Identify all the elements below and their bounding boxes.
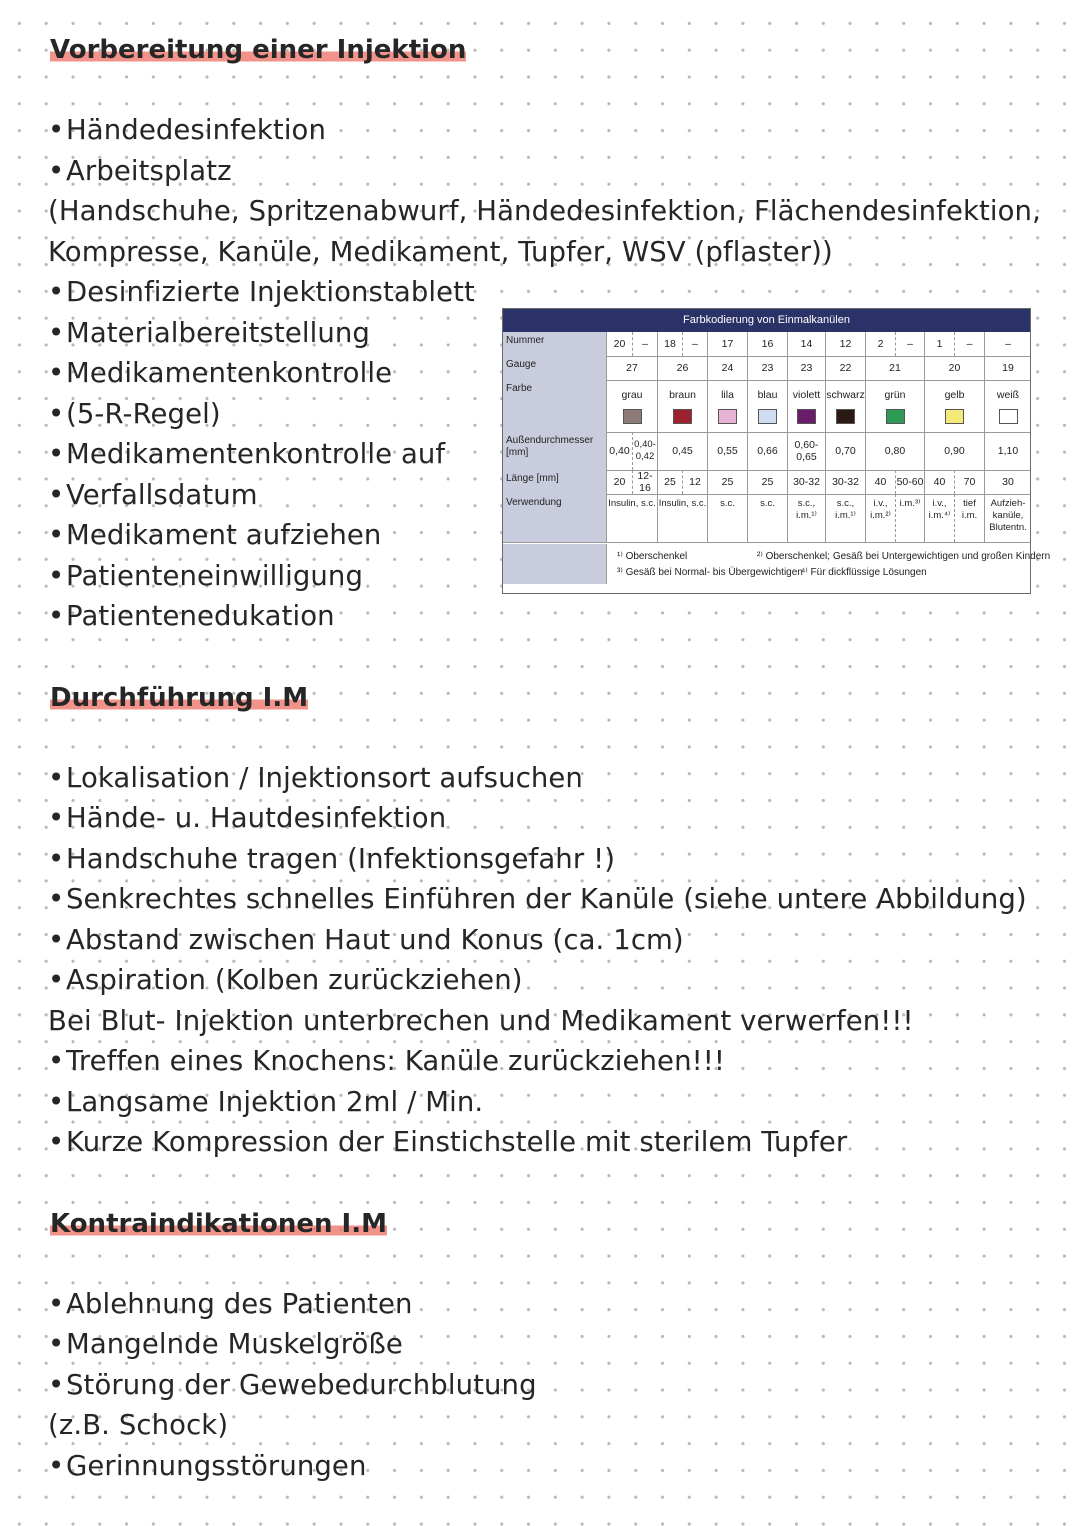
color-swatch — [718, 409, 737, 424]
table-cell: 0,90 — [924, 432, 984, 470]
footnote-label-cell — [502, 544, 606, 584]
table-cell: 2 — [865, 332, 895, 356]
table-cell: 27 — [606, 356, 657, 380]
table-cell: 0,40 — [606, 432, 632, 470]
list-item: • Patienteneinwilligung — [48, 558, 363, 594]
table-cell: Insulin, s.c. — [606, 494, 657, 542]
row-label: Außendurchmesser [mm] — [502, 432, 606, 470]
table-cell: s.c. — [747, 494, 787, 542]
color-name: violett — [792, 388, 821, 401]
list-item-continuation: (z.B. Schock) — [48, 1409, 229, 1441]
footnote: ⁴⁾ Für dickflüssige Lösungen — [801, 567, 927, 578]
row-label: Gauge — [502, 356, 606, 380]
section-title-procedure: Durchführung I.M — [50, 683, 309, 713]
color-swatch — [797, 409, 816, 424]
list-item: • Materialbereitstellung — [48, 315, 370, 351]
table-cell: 50-60 — [895, 470, 924, 494]
table-cell: 0,66 — [747, 432, 787, 470]
color-name: schwarz — [826, 388, 865, 401]
table-cell — [825, 380, 865, 432]
list-item: • Senkrechtes schnelles Einführen der Kanüle (siehe untere Abbildung) — [48, 881, 1027, 917]
row-label: Verwendung — [502, 494, 606, 542]
table-cell: s.c., i.m.¹⁾ — [787, 494, 825, 542]
table-cell: 1,10 — [984, 432, 1031, 470]
list-item-continuation: Kompresse, Kanüle, Medikament, Tupfer, WSV (pflaster)) — [48, 236, 833, 268]
list-item: • Störung der Gewebedurchblutung — [48, 1367, 537, 1403]
color-name: braun — [669, 388, 696, 401]
table-cell: i.m.³⁾ — [895, 494, 924, 542]
list-item-continuation: (Handschuhe, Spritzenabwurf, Händedesinfektion, Flächendesinfektion, — [48, 195, 1041, 227]
table-cell — [865, 380, 924, 432]
table-cell: 25 — [747, 470, 787, 494]
list-item: • Medikamentenkontrolle — [48, 355, 392, 391]
cannula-color-table — [502, 308, 1051, 594]
table-row-nummer — [502, 332, 1031, 357]
table-row-aussendurchmesser — [502, 432, 1031, 471]
list-item: • Kurze Kompression der Einstichstelle mit sterilem Tupfer — [48, 1124, 847, 1160]
table-cell: Insulin, s.c. — [657, 494, 707, 542]
color-swatch — [945, 409, 964, 424]
table-cell: 20 — [924, 356, 984, 380]
table-cell — [606, 380, 657, 432]
list-item: • Handschuhe tragen (Infektionsgefahr !) — [48, 841, 615, 877]
table-cell: 17 — [707, 332, 747, 356]
list-item: • Verfallsdatum — [48, 477, 258, 513]
color-swatch — [623, 409, 642, 424]
table-cell — [984, 380, 1031, 432]
table-cell: – — [984, 332, 1031, 356]
list-item: • Mangelnde Muskelgröße — [48, 1326, 403, 1362]
color-name: grau — [621, 388, 643, 401]
table-cell: 1 — [924, 332, 954, 356]
list-item: • Abstand zwischen Haut und Konus (ca. 1cm) — [48, 922, 684, 958]
table-cell: 24 — [707, 356, 747, 380]
table-cell: 23 — [787, 356, 825, 380]
table-cell: 0,55 — [707, 432, 747, 470]
table-cell: 30-32 — [787, 470, 825, 494]
section-title-contra: Kontraindikationen I.M — [50, 1209, 387, 1239]
table-cell: 30-32 — [825, 470, 865, 494]
footnote: ³⁾ Gesäß bei Normal- bis Übergewichtigen — [617, 567, 803, 578]
list-item: • (5-R-Regel) — [48, 396, 221, 432]
table-cell: – — [682, 332, 707, 356]
color-swatch — [836, 409, 855, 424]
color-swatch — [758, 409, 777, 424]
table-cell — [657, 380, 707, 432]
list-item: • Medikamentenkontrolle auf — [48, 436, 445, 472]
list-item: • Ablehnung des Patienten — [48, 1286, 413, 1322]
table-cell: 23 — [747, 356, 787, 380]
table-cell: tief i.m. — [954, 494, 984, 542]
table-row-gauge — [502, 356, 1031, 381]
table-cell: 12 — [682, 470, 707, 494]
table-cell: s.c. — [707, 494, 747, 542]
color-name: weiß — [996, 388, 1020, 401]
table-cell: 12-16 — [632, 470, 657, 494]
table-row-verwendung — [502, 494, 1031, 543]
table-footnotes — [606, 544, 1051, 584]
list-item: • Arbeitsplatz — [48, 153, 232, 189]
list-item: • Treffen eines Knochens: Kanüle zurückziehen!!! — [48, 1043, 725, 1079]
section-title-prep: Vorbereitung einer Injektion — [50, 35, 467, 65]
list-item: • Gerinnungsstörungen — [48, 1448, 366, 1484]
table-cell: 0,40-0,42 — [632, 432, 657, 470]
table-cell: 20 — [606, 470, 632, 494]
table-cell: s.c., i.m.¹⁾ — [825, 494, 865, 542]
table-cell: 40 — [865, 470, 895, 494]
table-cell: – — [954, 332, 984, 356]
table-cell: 22 — [825, 356, 865, 380]
list-item: • Aspiration (Kolben zurückziehen) — [48, 962, 523, 998]
list-item: • Händedesinfektion — [48, 112, 326, 148]
row-label: Nummer — [502, 332, 606, 356]
color-name: lila — [721, 388, 734, 401]
table-cell: 18 — [657, 332, 682, 356]
list-item: • Lokalisation / Injektionsort aufsuchen — [48, 760, 583, 796]
list-item: • Medikament aufziehen — [48, 517, 381, 553]
table-cell — [747, 380, 787, 432]
table-cell: 0,45 — [657, 432, 707, 470]
table-cell: 0,70 — [825, 432, 865, 470]
table-cell: i.v., i.m.²⁾ — [865, 494, 895, 542]
table-cell — [707, 380, 747, 432]
row-label: Farbe — [502, 380, 606, 432]
table-cell: – — [895, 332, 924, 356]
table-cell: 40 — [924, 470, 954, 494]
table-cell: 26 — [657, 356, 707, 380]
table-cell: 0,60-0,65 — [787, 432, 825, 470]
footnote: ¹⁾ Oberschenkel — [617, 551, 688, 562]
footnote: ²⁾ Oberschenkel; Gesäß bei Untergewichtigen und großen Kindern — [757, 551, 1051, 562]
table-cell: – — [632, 332, 657, 356]
color-swatch — [999, 409, 1018, 424]
list-item: • Desinfizierte Injektionstablett — [48, 274, 475, 310]
table-cell: 25 — [707, 470, 747, 494]
table-cell: i.v., i.m.⁴⁾ — [924, 494, 954, 542]
table-row-farbe — [502, 380, 1031, 433]
color-name: blau — [757, 388, 778, 401]
table-cell: 20 — [606, 332, 632, 356]
table-cell: 0,80 — [865, 432, 924, 470]
table-cell: 12 — [825, 332, 865, 356]
table-cell: 70 — [954, 470, 984, 494]
table-cell: 19 — [984, 356, 1031, 380]
table-cell: 25 — [657, 470, 682, 494]
table-cell: 14 — [787, 332, 825, 356]
list-item: • Langsame Injektion 2ml / Min. — [48, 1084, 483, 1120]
table-row-laenge — [502, 470, 1031, 495]
list-item-continuation: Bei Blut- Injektion unterbrechen und Medikament verwerfen!!! — [48, 1005, 914, 1037]
table-cell: 30 — [984, 470, 1031, 494]
table-cell — [787, 380, 825, 432]
list-item: • Hände- u. Hautdesinfektion — [48, 800, 446, 836]
table-cell: 21 — [865, 356, 924, 380]
color-swatch — [886, 409, 905, 424]
table-cell — [924, 380, 984, 432]
row-label: Länge [mm] — [502, 470, 606, 494]
color-name: gelb — [944, 388, 965, 401]
table-cell: 16 — [747, 332, 787, 356]
table-cell: Aufzieh-kanüle, Blutentn. — [984, 494, 1031, 542]
color-name: grün — [884, 388, 906, 401]
color-swatch — [673, 409, 692, 424]
table-title: Farbkodierung von Einmalkanülen — [502, 308, 1031, 332]
list-item: • Patientenedukation — [48, 598, 335, 634]
